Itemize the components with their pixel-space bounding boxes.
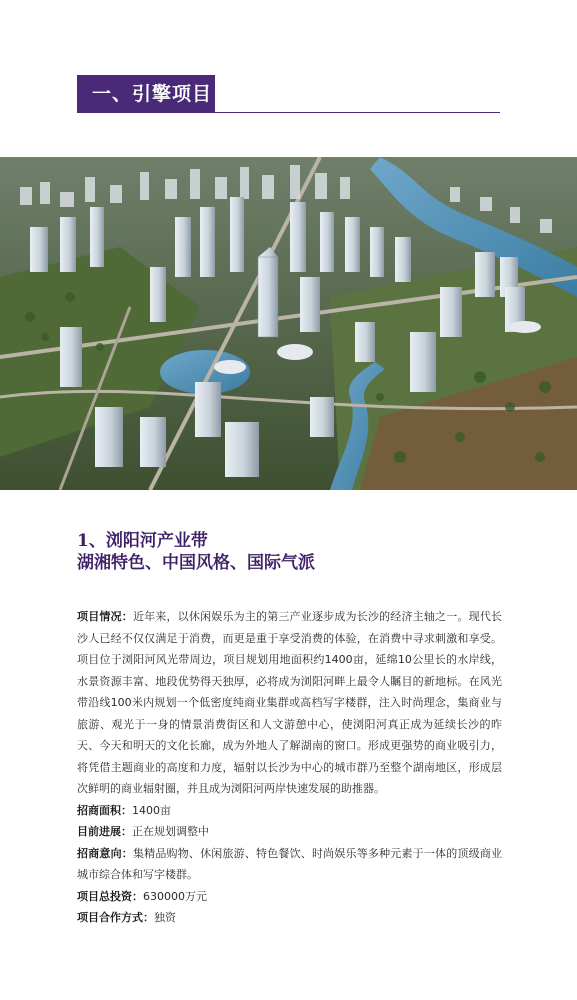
intent-row [77,843,502,886]
intent-value: 集精品购物、休闲旅游、特色餐饮、时尚娱乐等多种元素于一体的顶级商业城市综合体和写字楼群。 [77,846,503,881]
progress-label: 目前进展： [77,825,132,838]
aerial-city-illustration [0,157,577,490]
cooperation-label: 项目合作方式： [77,911,154,924]
section-title-line-1: 1、浏阳河产业带 [77,531,208,551]
section-title-line-2: 湖湘特色、中国风格、国际气派 [77,553,315,573]
progress-value: 正在规划调整中 [132,825,209,838]
area-row [77,800,502,822]
project-details [77,606,502,929]
aerial-city-rendering-image [0,157,577,490]
cooperation-value: 独资 [154,911,176,924]
header-divider [215,112,500,113]
progress-row [77,821,502,843]
overview-text: 近年来，以休闲娱乐为主的第三产业逐步成为长沙的经济主轴之一。现代长沙人已经不仅仅满足于消费，而更是重于享受消费的体验，在消费中寻求刺激和享受。项目位于浏阳河风光带周边，项目规划用地面积约1400亩，延绵10公里长的水岸线，水景资源丰富、地段优势得天独厚，必将成为浏阳河畔上最令人瞩目的新地标。在风光带沿线100米内规划一个低密度纯商业集群或高档写字楼群，注入时尚理念，集商业与旅游、观光于一身的情景消费街区和人文游憩中心，使浏阳河真正成为延续长沙的昨天、今天和明天的文化长廊，成为外地人了解湖南的窗口。形成更强势的商业吸引力，将凭借主题商业的高度和力度，辐射以长沙为中心的城市群乃至整个湖南地区，形成层次鲜明的商业辐射圈，并且成为浏阳河两岸快速发展的助推器。 [77,610,503,795]
investment-row [77,886,502,908]
area-value: 1400亩 [132,803,171,817]
area-label: 招商面积： [77,803,132,817]
cooperation-row [77,907,502,929]
overview-paragraph [77,606,502,800]
investment-value: 630000万元 [143,889,207,903]
section-header-title: 一、引擎项目 [92,83,213,105]
investment-label: 项目总投资： [77,889,143,903]
section-heading [77,530,517,574]
intent-label: 招商意向： [77,846,133,860]
overview-label: 项目情况： [77,610,133,623]
